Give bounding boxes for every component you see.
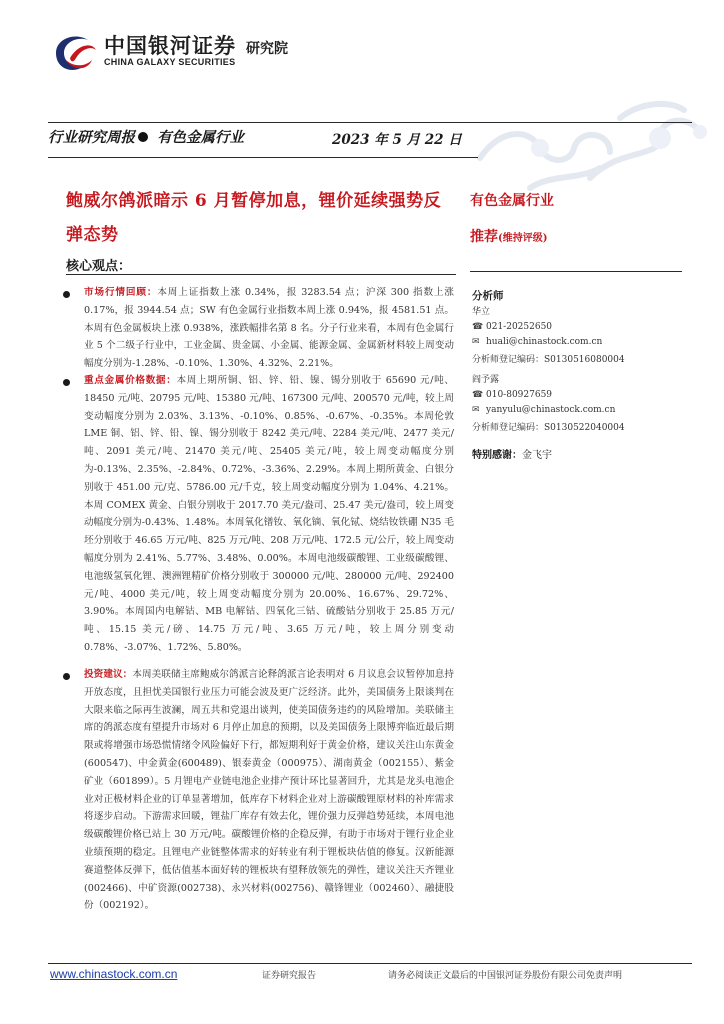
analyst-email[interactable]: ✉ huali@chinastock.com.cn: [472, 337, 603, 347]
footer-disclaimer: 请务必阅读正文最后的中国银河证券股份有限公司免责声明: [388, 971, 623, 981]
special-thanks: 特别感谢：金飞宇: [472, 450, 552, 461]
logo-institute: 研究院: [246, 41, 288, 57]
bullet-dot-icon: [63, 673, 70, 680]
analyst-cert: 分析师登记编码：S0130522040004: [472, 423, 625, 433]
logo-icon: [48, 30, 98, 76]
bullet-dot-icon: [63, 379, 70, 386]
analyst-heading: 分析师: [472, 290, 504, 302]
report-industry: 有色金属行业: [157, 129, 245, 146]
header-divider: [48, 122, 692, 123]
point-text: 本周上期所铜、铝、锌、铅、镍、锡分别收于 65690 元/吨、18450 元/吨、20795 元/吨、15380 元/吨、167300 元/吨、200570 元/吨，较上周变动幅度分别为 2.03%、3.13%、-0.10%、0.85%、-0.67%、-0.35%。本周伦敦 LME 铜、铝、锌、铅、镍、锡分别收于 8242 美元/吨、2284 美元/吨、2477 美元/吨、2091 美元/吨、21470 美元/吨、25405 美元/吨，较上周变动幅度分别为-0.13%、2.35%、-2.84%、0.72%、-3.36%、2.29%。本周上期所黄金、白银分别收于 451.00 元/克、5786.00 元/千克，较上周变动幅度分别为 1.04%、4.21%。本周 COMEX 黄金、白银分别收于 2017.70 美元/盎司、25.47 美元/盎司，较上周变动幅度分别为-0.43%、1.48%。本周氧化镨钕、氧化镝、氧化铽、烧结钕铁硼 N35 毛坯分别收于 46.65 万元/吨、825 万元/吨、208 万元/吨、172.5 元/公斤，较上周变动幅度分别为 2.41%、5.77%、3.48%、0.00%。本周电池级碳酸锂、工业级碳酸锂、电池级氢氧化锂、澳洲锂精矿价格分别收于 300000 元/吨、280000 元/吨、292400 元/吨、4000 美元/吨，较上周变动幅度分别为 20.00%、16.67%、29.72%、3.90%。本周国内电解钴、MB 电解钴、四氧化三钴、硫酸钴分别收于 25.85 万元/吨、15.15 美元/磅、14.75 万元/吨、3.65 万元/吨，较上周分别变动 0.78%、-3.07%、1.72%、5.80%。: [84, 375, 455, 653]
analyst-email[interactable]: ✉ yanyulu@chinastock.com.cn: [472, 405, 616, 415]
report-date: 2023 年 5 月 22 日: [332, 132, 462, 148]
bullet-dot-icon: [63, 291, 70, 298]
analyst-cert: 分析师登记编码：S0130516080004: [472, 355, 625, 365]
bullet-dot-icon: [138, 132, 148, 142]
analyst-phone: ☎ 021-20252650: [472, 322, 553, 332]
point-text: 本周上证指数上涨 0.34%，报 3283.54 点；沪深 300 指数上涨 0.17%，报 3944.54 点；SW 有色金属行业指数本周上涨 0.94%，报 4581.51 点。本周有色金属板块上涨 0.938%，涨跌幅排名第 8 名。分子行业来看，本周有色金属行业 5 个二级子行业中，工业金属、贵金属、小金属、能源金属、金属新材料较上周变动幅度分别为-1.28%、-0.10%、1.30%、4.32%、2.21%。: [84, 287, 454, 370]
analyst-name: 阎予露: [472, 375, 500, 385]
point-investment-advice: [84, 666, 454, 915]
analyst-phone: ☎ 010-80927659: [472, 390, 553, 400]
email-icon: ✉: [472, 405, 480, 415]
point-label: 重点金属价格数据：: [84, 375, 177, 386]
key-points-heading: 核心观点：: [66, 259, 132, 274]
footer-center: 证券研究报告: [262, 971, 317, 981]
analyst-name: 华立: [472, 307, 491, 317]
sidebar-rating: [470, 226, 547, 246]
report-band: [48, 126, 244, 147]
sidebar-industry: 有色金属行业: [470, 193, 554, 209]
logo-text-en: CHINA GALAXY SECURITIES: [104, 57, 236, 67]
footer-website-link[interactable]: www.chinastock.com.cn: [50, 967, 178, 981]
sidebar-divider: [470, 271, 682, 272]
rating-value: 推荐: [470, 229, 498, 245]
footer-divider: [48, 963, 692, 964]
cloud-pattern-icon: [470, 88, 720, 198]
report-title: 鲍威尔鸽派暗示 6 月暂停加息，锂价延续强势反弹态势: [66, 191, 442, 245]
key-points-divider: [66, 274, 456, 275]
phone-icon: ☎: [472, 322, 484, 332]
phone-icon: ☎: [472, 390, 484, 400]
logo-text-cn: 中国银河证券: [104, 34, 236, 58]
point-text: 本周美联储主席鲍威尔鸽派言论释鸽派言论表明对 6 月议息会议暂停加息持开放态度，且担忧美国银行业压力可能会波及更广泛经济。此外，美国债务上限谈判在大限来临之际再生波澜，周五共和党退出谈判，使美国债务违约的风险增加。美联储主席的鸽派态度有望提升市场对 6 月停止加息的预期，以及美国债务上限博弈临近最后期限或将增强市场恐慌情绪令风险偏好下行，都短期利好于黄金价格，建议关注山东黄金(600547)、中金黄金(600489)、银泰黄金（000975）、湖南黄金（002155）、紫金矿业（601899）。5 月锂电产业链电池企业排产预计环比显著回升，尤其是龙头电池企业对正极材料企业的订单显著增加，低库存下材料企业对上游碳酸锂原材料的补库需求将逐步启动。下游需求回暖，锂盐厂库存有效去化，锂价强力反弹趋势延续，本周电池级碳酸锂价格已站上 30 万元/吨。碳酸锂价格的企稳反弹，有助于市场对于锂行业企业业绩预期的稳定。且锂电产业链整体需求的好转业有利于锂板块估值的修复。汉新能源赛道整体反弹下，低估值基本面好转的锂板块有望释放领先的弹性，建议关注天齐锂业(002466)、中矿资源(002738)、永兴材料(002756)、赣锋锂业（002460）、融捷股份（002192）。: [84, 669, 455, 912]
point-metal-prices: [84, 372, 454, 657]
point-label: 市场行情回顾：: [84, 287, 158, 298]
email-icon: ✉: [472, 337, 480, 347]
report-type: 行业研究周报: [48, 129, 135, 146]
rating-note: (维持评级): [498, 233, 548, 244]
band-divider: [48, 157, 478, 158]
point-market-review: [84, 284, 454, 373]
point-label: 投资建议：: [84, 669, 133, 680]
